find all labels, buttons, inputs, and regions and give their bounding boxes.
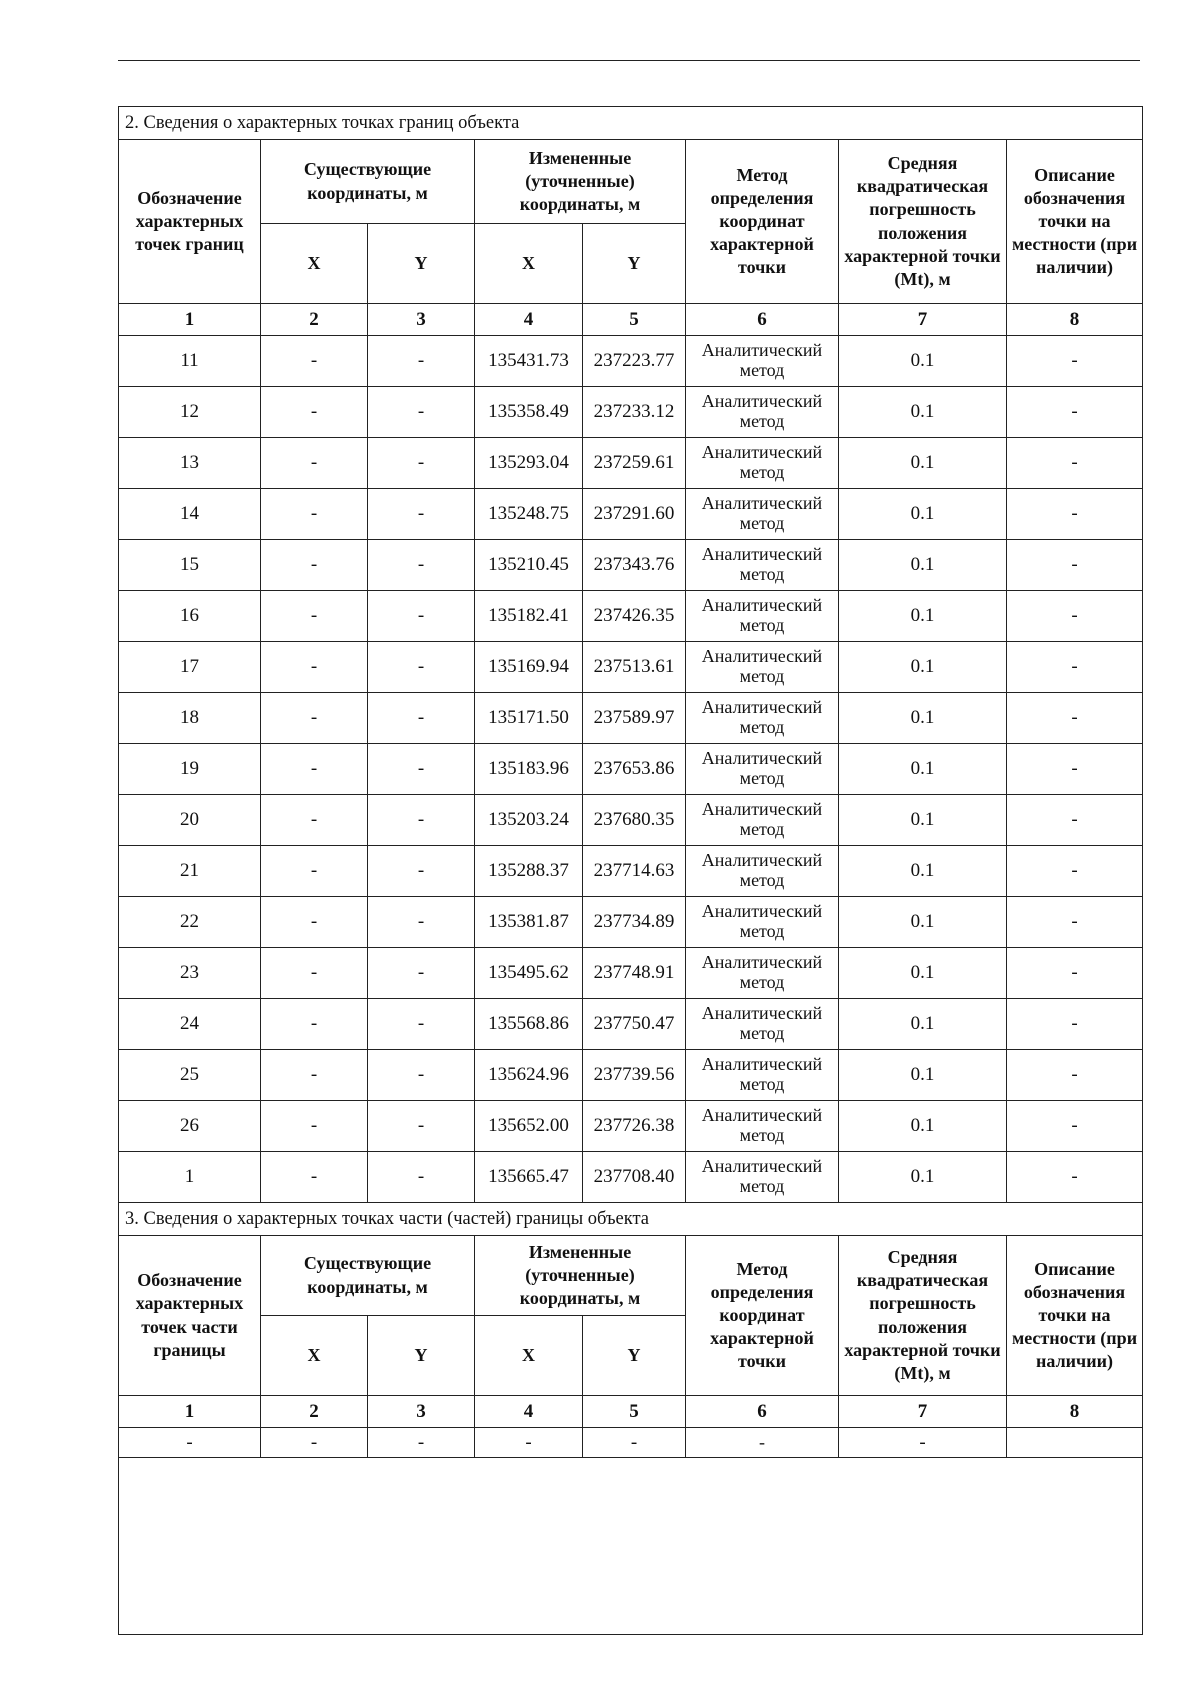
s2-header-existing-y: Y <box>368 224 475 304</box>
x-coordinate-cell: 135624.96 <box>475 1050 583 1101</box>
accuracy-cell: 0.1 <box>839 897 1007 948</box>
x-coordinate-cell: 135495.62 <box>475 948 583 999</box>
accuracy-cell: 0.1 <box>839 846 1007 897</box>
existing-y-cell: - <box>368 1152 475 1203</box>
point-cell: 20 <box>119 795 261 846</box>
existing-x-cell: - <box>261 693 368 744</box>
description-cell: - <box>1007 438 1143 489</box>
point-cell: - <box>119 1428 261 1458</box>
description-cell: - <box>1007 948 1143 999</box>
s3-header-existing-y: Y <box>368 1316 475 1396</box>
s2-header-description: Описание обозначения точки на местности (при наличии) <box>1007 140 1143 304</box>
section3-title: 3. Сведения о характерных точках части (частей) границы объекта <box>119 1203 1143 1236</box>
accuracy-cell: - <box>839 1428 1007 1458</box>
s3-col-number: 6 <box>686 1396 839 1428</box>
method-cell: Аналитический метод <box>686 693 839 744</box>
accuracy-cell: 0.1 <box>839 336 1007 387</box>
existing-x-cell: - <box>261 744 368 795</box>
table-row <box>119 948 1143 999</box>
existing-y-cell: - <box>368 387 475 438</box>
y-coordinate-cell: 237750.47 <box>583 999 686 1050</box>
s2-header-designation: Обозначение характерных точек границ <box>119 140 261 304</box>
y-coordinate-cell: 237714.63 <box>583 846 686 897</box>
existing-y-cell: - <box>368 744 475 795</box>
table-row <box>119 1152 1143 1203</box>
s3-header-existing: Существующие координаты, м <box>261 1236 475 1316</box>
y-coordinate-cell: 237223.77 <box>583 336 686 387</box>
accuracy-cell: 0.1 <box>839 744 1007 795</box>
method-cell: Аналитический метод <box>686 897 839 948</box>
x-coordinate-cell: 135358.49 <box>475 387 583 438</box>
s3-header-description: Описание обозначения точки на местности (при наличии) <box>1007 1236 1143 1396</box>
method-cell: Аналитический метод <box>686 591 839 642</box>
x-coordinate-cell: 135665.47 <box>475 1152 583 1203</box>
point-cell: 22 <box>119 897 261 948</box>
point-cell: 15 <box>119 540 261 591</box>
s3-header-accuracy: Средняя квадратическая погрешность положения характерной точки (Mt), м <box>839 1236 1007 1396</box>
method-cell: Аналитический метод <box>686 336 839 387</box>
method-cell: Аналитический метод <box>686 1050 839 1101</box>
s3-col-number: 8 <box>1007 1396 1143 1428</box>
s2-header-existing-x: X <box>261 224 368 304</box>
existing-y-cell: - <box>368 948 475 999</box>
boundary-points-table <box>118 106 1143 1635</box>
point-cell: 21 <box>119 846 261 897</box>
table-row <box>119 438 1143 489</box>
blank-area <box>119 1458 1143 1635</box>
x-coordinate-cell: 135182.41 <box>475 591 583 642</box>
description-cell <box>1007 1428 1143 1458</box>
x-coordinate-cell: 135293.04 <box>475 438 583 489</box>
existing-x-cell: - <box>261 1050 368 1101</box>
description-cell: - <box>1007 744 1143 795</box>
existing-y-cell: - <box>368 1101 475 1152</box>
method-cell: Аналитический метод <box>686 795 839 846</box>
method-cell: Аналитический метод <box>686 744 839 795</box>
existing-y-cell: - <box>368 591 475 642</box>
description-cell: - <box>1007 795 1143 846</box>
s3-col-number: 5 <box>583 1396 686 1428</box>
x-coordinate-cell: 135210.45 <box>475 540 583 591</box>
y-coordinate-cell: 237748.91 <box>583 948 686 999</box>
point-cell: 23 <box>119 948 261 999</box>
accuracy-cell: 0.1 <box>839 795 1007 846</box>
description-cell: - <box>1007 693 1143 744</box>
section2-title: 2. Сведения о характерных точках границ объекта <box>119 107 1143 140</box>
method-cell: Аналитический метод <box>686 438 839 489</box>
accuracy-cell: 0.1 <box>839 1152 1007 1203</box>
table-row <box>119 1428 1143 1458</box>
existing-y-cell: - <box>368 846 475 897</box>
method-cell: Аналитический метод <box>686 387 839 438</box>
point-cell: 1 <box>119 1152 261 1203</box>
s3-header-changed-y: Y <box>583 1316 686 1396</box>
y-coordinate-cell: 237259.61 <box>583 438 686 489</box>
point-cell: 18 <box>119 693 261 744</box>
existing-x-cell: - <box>261 948 368 999</box>
existing-y-cell: - <box>368 336 475 387</box>
description-cell: - <box>1007 1152 1143 1203</box>
description-cell: - <box>1007 897 1143 948</box>
accuracy-cell: 0.1 <box>839 591 1007 642</box>
accuracy-cell: 0.1 <box>839 1101 1007 1152</box>
x-coordinate-cell: 135288.37 <box>475 846 583 897</box>
y-coordinate-cell: 237343.76 <box>583 540 686 591</box>
existing-x-cell: - <box>261 387 368 438</box>
y-coordinate-cell: 237708.40 <box>583 1152 686 1203</box>
existing-y-cell: - <box>368 438 475 489</box>
table-row <box>119 693 1143 744</box>
table-row <box>119 591 1143 642</box>
s3-col-number: 2 <box>261 1396 368 1428</box>
s2-header-changed: Измененные (уточненные) координаты, м <box>475 140 686 224</box>
existing-y-cell: - <box>368 999 475 1050</box>
x-coordinate-cell: 135169.94 <box>475 642 583 693</box>
table-row <box>119 642 1143 693</box>
y-coordinate-cell: 237653.86 <box>583 744 686 795</box>
description-cell: - <box>1007 1050 1143 1101</box>
existing-x-cell: - <box>261 642 368 693</box>
table-row <box>119 999 1143 1050</box>
accuracy-cell: 0.1 <box>839 948 1007 999</box>
y-coordinate-cell: 237513.61 <box>583 642 686 693</box>
existing-y-cell: - <box>368 693 475 744</box>
s2-header-existing: Существующие координаты, м <box>261 140 475 224</box>
existing-y-cell: - <box>368 897 475 948</box>
point-cell: 12 <box>119 387 261 438</box>
s2-col-number: 2 <box>261 304 368 336</box>
point-cell: 11 <box>119 336 261 387</box>
s2-header-changed-x: X <box>475 224 583 304</box>
table-row <box>119 846 1143 897</box>
existing-y-cell: - <box>368 795 475 846</box>
point-cell: 26 <box>119 1101 261 1152</box>
s3-col-number: 7 <box>839 1396 1007 1428</box>
table-row <box>119 1050 1143 1101</box>
x-coordinate-cell: 135431.73 <box>475 336 583 387</box>
accuracy-cell: 0.1 <box>839 999 1007 1050</box>
x-coordinate-cell: 135203.24 <box>475 795 583 846</box>
existing-x-cell: - <box>261 795 368 846</box>
method-cell: Аналитический метод <box>686 489 839 540</box>
y-coordinate-cell: - <box>583 1428 686 1458</box>
table-row <box>119 489 1143 540</box>
description-cell: - <box>1007 489 1143 540</box>
document-table-wrap <box>118 106 1142 1635</box>
accuracy-cell: 0.1 <box>839 540 1007 591</box>
existing-y-cell: - <box>368 540 475 591</box>
accuracy-cell: 0.1 <box>839 642 1007 693</box>
table-row <box>119 744 1143 795</box>
existing-x-cell: - <box>261 1152 368 1203</box>
accuracy-cell: 0.1 <box>839 693 1007 744</box>
table-row <box>119 897 1143 948</box>
description-cell: - <box>1007 540 1143 591</box>
x-coordinate-cell: 135652.00 <box>475 1101 583 1152</box>
s3-header-method: Метод определения координат характерной точки <box>686 1236 839 1396</box>
s3-header-designation: Обозначение характерных точек части границы <box>119 1236 261 1396</box>
point-cell: 14 <box>119 489 261 540</box>
existing-x-cell: - <box>261 336 368 387</box>
method-cell: Аналитический метод <box>686 642 839 693</box>
x-coordinate-cell: 135183.96 <box>475 744 583 795</box>
description-cell: - <box>1007 846 1143 897</box>
s2-header-method: Метод определения координат характерной точки <box>686 140 839 304</box>
method-cell: Аналитический метод <box>686 999 839 1050</box>
existing-x-cell: - <box>261 897 368 948</box>
x-coordinate-cell: 135381.87 <box>475 897 583 948</box>
y-coordinate-cell: 237233.12 <box>583 387 686 438</box>
x-coordinate-cell: 135171.50 <box>475 693 583 744</box>
point-cell: 25 <box>119 1050 261 1101</box>
method-cell: Аналитический метод <box>686 846 839 897</box>
table-row <box>119 387 1143 438</box>
existing-y-cell: - <box>368 1050 475 1101</box>
description-cell: - <box>1007 336 1143 387</box>
x-coordinate-cell: - <box>475 1428 583 1458</box>
method-cell: Аналитический метод <box>686 948 839 999</box>
y-coordinate-cell: 237680.35 <box>583 795 686 846</box>
s3-header-changed: Измененные (уточненные) координаты, м <box>475 1236 686 1316</box>
table-row <box>119 540 1143 591</box>
description-cell: - <box>1007 642 1143 693</box>
description-cell: - <box>1007 591 1143 642</box>
s2-col-number: 1 <box>119 304 261 336</box>
method-cell: Аналитический метод <box>686 1101 839 1152</box>
s2-header-accuracy: Средняя квадратическая погрешность положения характерной точки (Mt), м <box>839 140 1007 304</box>
existing-x-cell: - <box>261 846 368 897</box>
y-coordinate-cell: 237734.89 <box>583 897 686 948</box>
existing-y-cell: - <box>368 489 475 540</box>
s2-col-number: 7 <box>839 304 1007 336</box>
top-rule <box>118 60 1140 61</box>
s2-col-number: 6 <box>686 304 839 336</box>
s3-header-existing-x: X <box>261 1316 368 1396</box>
s3-col-number: 3 <box>368 1396 475 1428</box>
s2-header-changed-y: Y <box>583 224 686 304</box>
s2-col-number: 3 <box>368 304 475 336</box>
y-coordinate-cell: 237739.56 <box>583 1050 686 1101</box>
s2-col-number: 5 <box>583 304 686 336</box>
point-cell: 17 <box>119 642 261 693</box>
y-coordinate-cell: 237291.60 <box>583 489 686 540</box>
point-cell: 16 <box>119 591 261 642</box>
existing-y-cell: - <box>368 1428 475 1458</box>
point-cell: 24 <box>119 999 261 1050</box>
table-row <box>119 1101 1143 1152</box>
table-row <box>119 336 1143 387</box>
s2-col-number: 8 <box>1007 304 1143 336</box>
accuracy-cell: 0.1 <box>839 489 1007 540</box>
y-coordinate-cell: 237726.38 <box>583 1101 686 1152</box>
description-cell: - <box>1007 387 1143 438</box>
s3-col-number: 4 <box>475 1396 583 1428</box>
existing-x-cell: - <box>261 1428 368 1458</box>
existing-x-cell: - <box>261 1101 368 1152</box>
existing-x-cell: - <box>261 489 368 540</box>
existing-y-cell: - <box>368 642 475 693</box>
method-cell: Аналитический метод <box>686 540 839 591</box>
point-cell: 13 <box>119 438 261 489</box>
method-cell: Аналитический метод <box>686 1152 839 1203</box>
y-coordinate-cell: 237426.35 <box>583 591 686 642</box>
point-cell: 19 <box>119 744 261 795</box>
existing-x-cell: - <box>261 999 368 1050</box>
x-coordinate-cell: 135568.86 <box>475 999 583 1050</box>
accuracy-cell: 0.1 <box>839 387 1007 438</box>
s3-col-number: 1 <box>119 1396 261 1428</box>
existing-x-cell: - <box>261 591 368 642</box>
table-row <box>119 795 1143 846</box>
method-cell: - <box>686 1428 839 1458</box>
description-cell: - <box>1007 999 1143 1050</box>
description-cell: - <box>1007 1101 1143 1152</box>
existing-x-cell: - <box>261 438 368 489</box>
accuracy-cell: 0.1 <box>839 438 1007 489</box>
x-coordinate-cell: 135248.75 <box>475 489 583 540</box>
existing-x-cell: - <box>261 540 368 591</box>
accuracy-cell: 0.1 <box>839 1050 1007 1101</box>
y-coordinate-cell: 237589.97 <box>583 693 686 744</box>
s3-header-changed-x: X <box>475 1316 583 1396</box>
s2-col-number: 4 <box>475 304 583 336</box>
